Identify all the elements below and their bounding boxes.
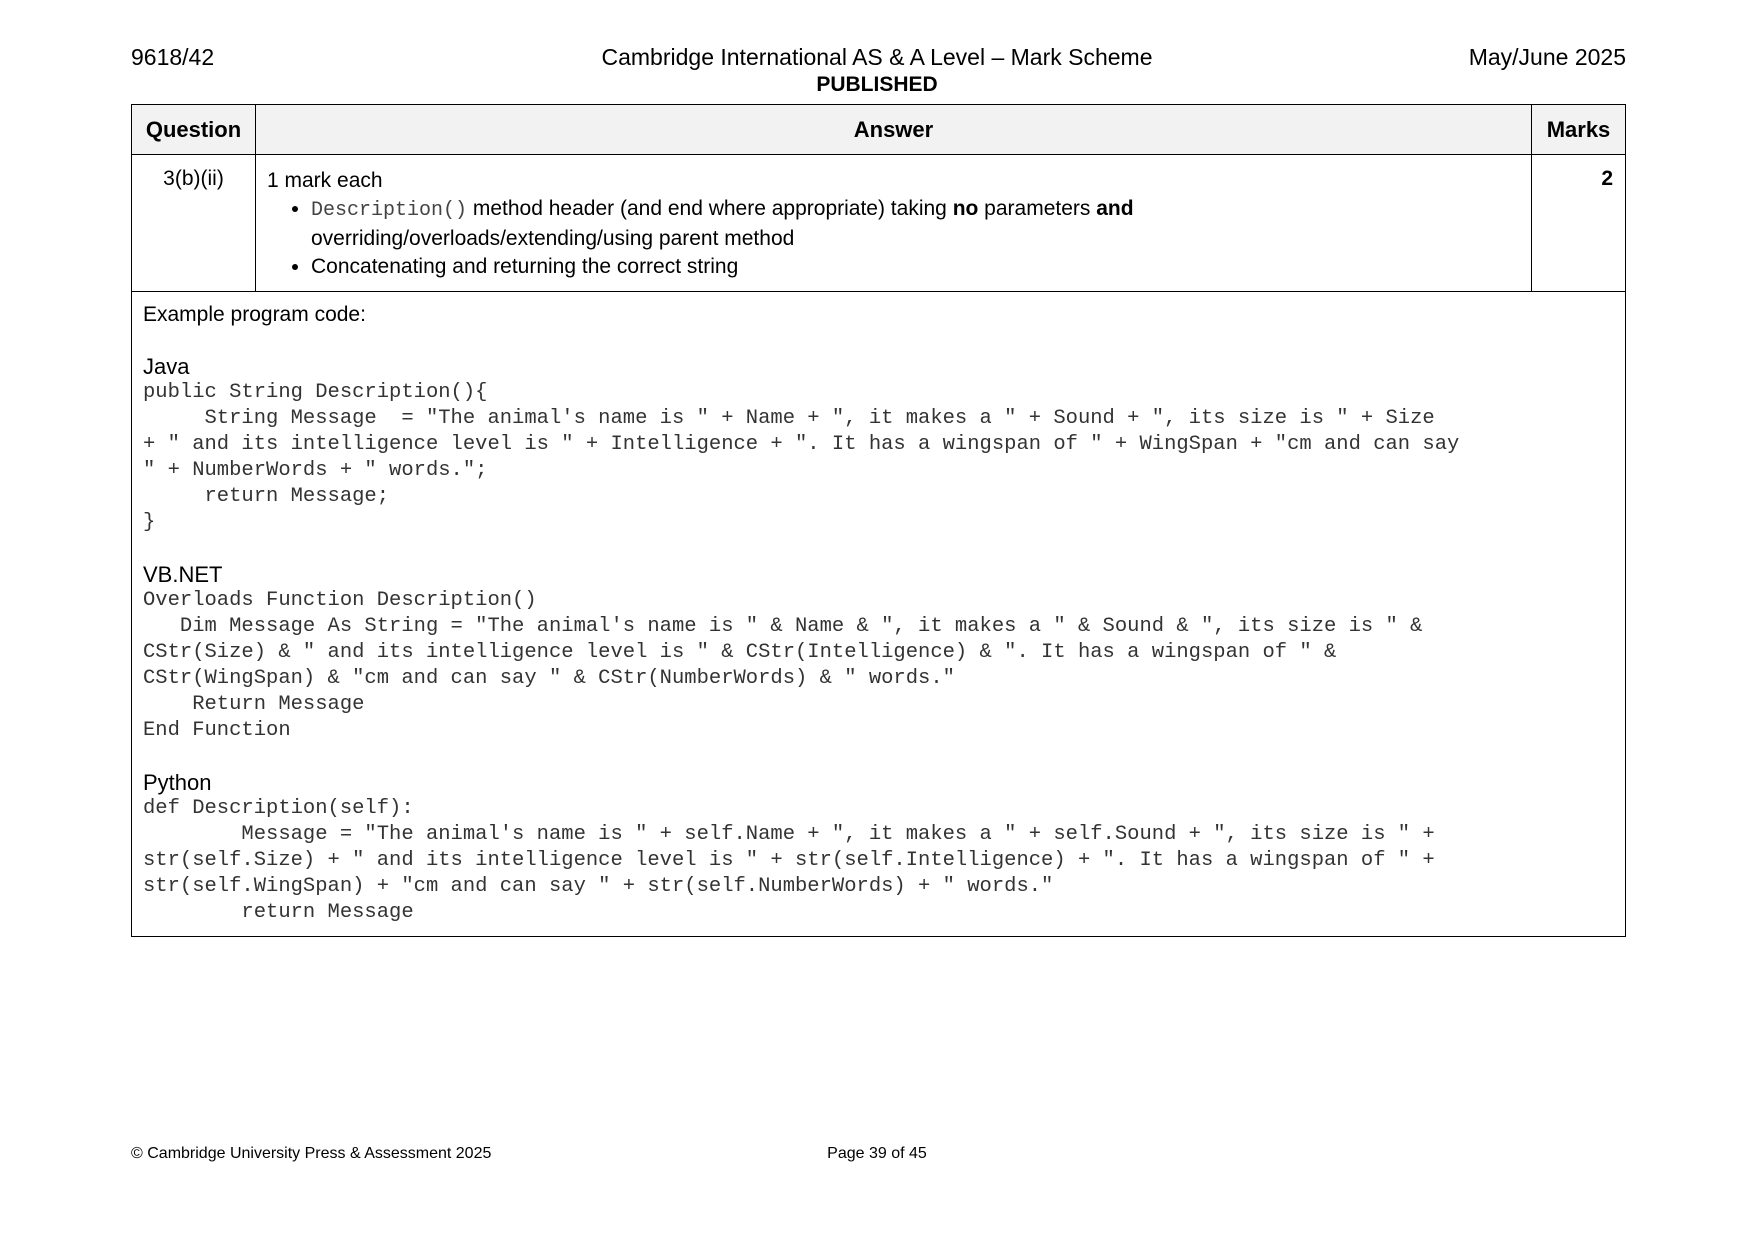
point1-text-c: overriding/overloads/extending/using parent method: [311, 227, 795, 250]
marking-point-1: [311, 195, 1521, 253]
marking-points: [267, 195, 1521, 281]
point1-text-a: method header (and end where appropriate) taking: [467, 197, 953, 220]
published-label: PUBLISHED: [816, 73, 938, 96]
example-code-cell: [132, 292, 1626, 937]
vbnet-code: Overloads Function Description() Dim Message As String = "The animal's name is " & Name & ", it makes a " & Sound & ", its size is " & CStr(Size) & " and its intelligence level is " & CStr(Intelligence) & ". It has a wingspan of " & CStr(WingSpan) & "cm and can say " & CStr(NumberWords) & " words." Return Message End Function: [143, 589, 1423, 742]
answer-cell: [256, 155, 1532, 292]
method-name-code: Description(): [311, 199, 468, 222]
mark-scheme-title: Cambridge International AS & A Level – Mark Scheme: [601, 44, 1153, 70]
example-heading: Example program code:: [143, 303, 366, 326]
table-header-row: [132, 105, 1626, 155]
marking-point-2: • Concatenating and returning the correct string: [311, 253, 1521, 281]
page-number: Page 39 of 45: [827, 1145, 927, 1162]
marks-column-header: Marks: [1532, 105, 1626, 155]
point1-text-b: parameters: [978, 197, 1097, 220]
answer-intro: 1 mark each: [267, 169, 383, 192]
point1-emphasis-and: and: [1096, 197, 1134, 220]
point1-emphasis-no: no: [952, 197, 979, 220]
copyright-notice: © Cambridge University Press & Assessment 2025: [131, 1145, 492, 1162]
mark-scheme-table: [131, 104, 1626, 937]
paper-code: 9618/42: [131, 44, 215, 70]
example-code-row: [132, 292, 1626, 937]
vbnet-label: VB.NET: [143, 562, 223, 587]
question-number: 3(b)(ii): [132, 155, 256, 292]
python-label: Python: [143, 770, 212, 795]
question-column-header: Question: [132, 105, 256, 155]
java-code: public String Description(){ String Message = "The animal's name is " + Name + ", it makes a " + Sound + ", its size is " + Size + " and its intelligence level is " + Intelligence + ". It has a wingspan of " + WingSpan + "cm and can say " + NumberWords + " words."; return Message; }: [143, 381, 1460, 534]
answer-column-header: Answer: [256, 105, 1532, 155]
python-code: def Description(self): Message = "The animal's name is " + self.Name + ", it makes a " + self.Sound + ", its size is " + str(self.Size) + " and its intelligence level is " + str(self.Intelligence) + ". It has a wingspan of " + str(self.WingSpan) + "cm and can say " + str(self.NumberWords) + " words." return Message: [143, 797, 1435, 924]
marks-value: 2: [1532, 155, 1626, 292]
table-row: [132, 155, 1626, 292]
exam-session: May/June 2025: [1468, 44, 1626, 70]
java-label: Java: [143, 354, 190, 379]
